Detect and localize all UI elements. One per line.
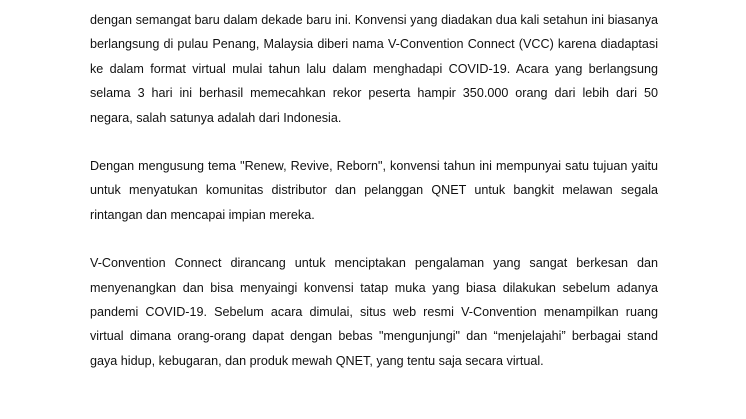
document-body bbox=[90, 8, 658, 397]
text-line: pandemi COVID-19. Sebelum acara dimulai, situs web resmi V-Convention menampilkan ruang bbox=[90, 304, 658, 319]
text-line: Dengan mengusung tema "Renew, Revive, Reborn", konvensi tahun ini mempunyai satu tujuan yaitu bbox=[90, 158, 658, 173]
text-line: gaya hidup, kebugaran, dan produk mewah QNET, yang tentu saja secara virtual. bbox=[90, 353, 544, 368]
text-line: menyenangkan dan bisa menyaingi konvensi tatap muka yang biasa dilakukan sebelum adanya bbox=[90, 280, 658, 295]
text-line: untuk menyatukan komunitas distributor dan pelanggan QNET untuk bangkit melawan segala bbox=[90, 183, 658, 198]
text-line: virtual dimana orang-orang dapat dengan bebas "mengunjungi" dan “menjelajahi” berbagai stand bbox=[90, 329, 658, 344]
text-line: V-Convention Connect dirancang untuk menciptakan pengalaman yang sangat berkesan dan bbox=[90, 256, 658, 271]
text-line: negara, salah satunya adalah dari Indonesia. bbox=[90, 110, 342, 125]
paragraph-2 bbox=[90, 154, 658, 227]
paragraph-3 bbox=[90, 251, 658, 373]
text-line: berlangsung di pulau Penang, Malaysia diberi nama V-Convention Connect (VCC) karena diadaptasi bbox=[90, 37, 658, 52]
text-line: selama 3 hari ini berhasil memecahkan rekor peserta hampir 350.000 orang dari lebih dari 50 bbox=[90, 86, 658, 101]
paragraph-1 bbox=[90, 8, 658, 130]
text-line: dengan semangat baru dalam dekade baru ini. Konvensi yang diadakan dua kali setahun ini biasanya bbox=[90, 13, 658, 27]
text-line: rintangan dan mencapai impian mereka. bbox=[90, 207, 315, 222]
text-line: ke dalam format virtual mulai tahun lalu dalam menghadapi COVID-19. Acara yang berlangsung bbox=[90, 61, 658, 76]
